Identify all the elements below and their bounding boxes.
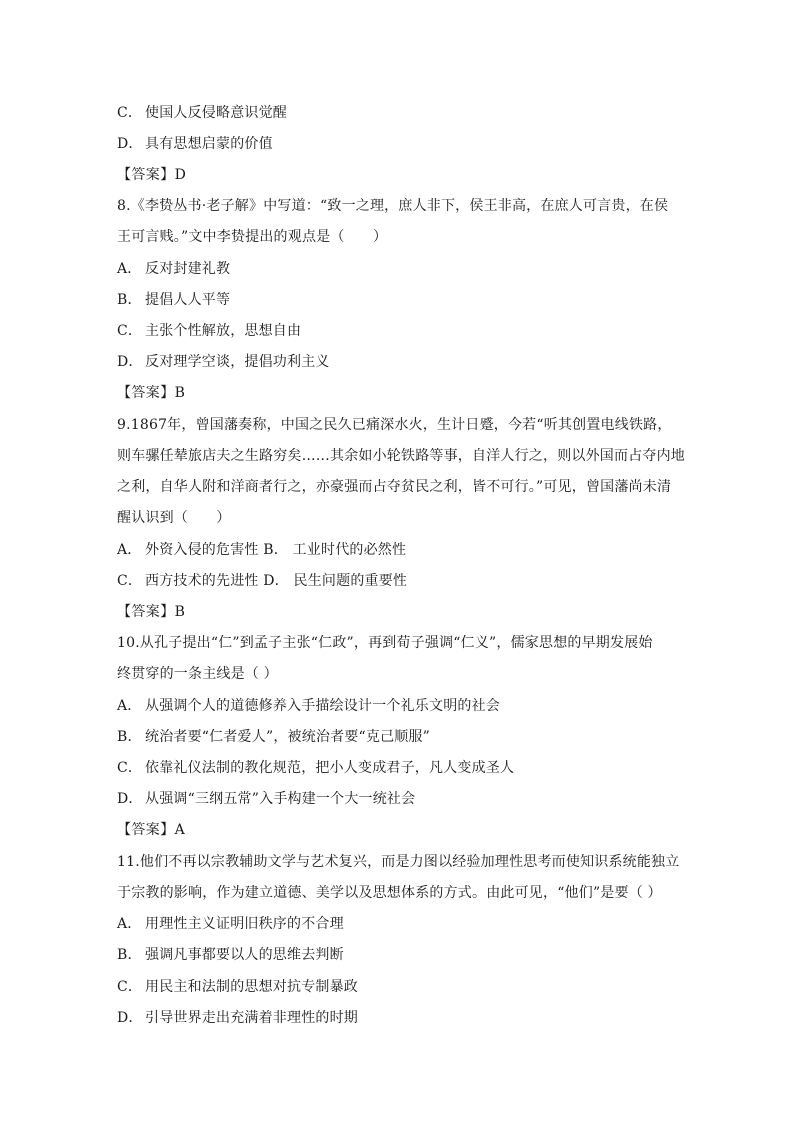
option-text: 从强调个人的道德修养入手描绘设计一个礼乐文明的社会	[145, 698, 500, 714]
question-text-line: 11.他们不再以宗教辅助文学与艺术复兴，而是力图以经验加理性思考而使知识系统能独立	[117, 854, 680, 870]
option-text: 从强调“三纲五常”入手构建一个大一统社会	[145, 791, 416, 807]
option-line	[117, 946, 344, 964]
option-line	[117, 291, 230, 309]
question-text-line: 之利，自华人附和洋商者行之，亦豪强而占夺贫民之利，皆不可行。”可见，曾国藩尚未清	[117, 479, 672, 495]
option-letter: A．	[117, 698, 142, 714]
option-letter: D．	[117, 1010, 143, 1026]
question-text-line: 8.《李贽丛书·老子解》中写道：“致一之理，庶人非下，侯王非高，在庶人可言贵，在侯	[117, 198, 669, 214]
answer-line: 【答案】D	[117, 167, 187, 183]
option-line	[117, 728, 430, 746]
option-letter: C．	[117, 573, 143, 589]
option-letter: D．	[117, 791, 143, 807]
option-line	[117, 353, 330, 371]
option-text: 用民主和法制的思想对抗专制暴政	[145, 979, 358, 995]
answer-line: 【答案】B	[117, 385, 186, 401]
answer-line: 【答案】A	[117, 822, 186, 838]
option-line	[117, 541, 406, 559]
option-text: 用理性主义证明旧秩序的不合理	[145, 916, 344, 932]
answer-line: 【答案】B	[117, 604, 186, 620]
question-text-line: 醒认识到（ ）	[117, 510, 231, 526]
option-letter: A．	[117, 261, 142, 277]
option-text: 反对封建礼教	[145, 261, 231, 277]
option-text: 西方技术的先进性 D． 民生问题的重要性	[145, 573, 408, 589]
option-letter: D．	[117, 136, 143, 152]
option-text: 统治者要“仁者爱人”，被统治者要“克己顺服”	[145, 729, 431, 745]
option-text: 引导世界走出充满着非理性的时期	[145, 1010, 358, 1026]
option-text: 具有思想启蒙的价值	[145, 136, 273, 152]
option-line	[117, 915, 344, 933]
option-text: 使国人反侵略意识觉醒	[145, 105, 287, 121]
option-line	[117, 697, 500, 715]
option-text: 提倡人人平等	[145, 292, 231, 308]
option-letter: C．	[117, 105, 143, 121]
option-line	[117, 260, 230, 278]
option-line	[117, 322, 301, 340]
question-text-line: 9.1867年，曾国藩奏称，中国之民久已痛深水火，生计日蹙，今若“听其创置电线铁路，	[117, 417, 672, 433]
question-text-line: 王可言贱。”文中李贽提出的观点是（ ）	[117, 229, 388, 245]
option-line	[117, 759, 514, 777]
option-letter: C．	[117, 979, 143, 995]
question-text-line: 则车骡任辇旅店夫之生路穷矣……其余如小轮铁路等事，自洋人行之，则以外国而占夺内地	[117, 448, 685, 464]
option-letter: B．	[117, 729, 142, 745]
option-line	[117, 104, 287, 122]
option-line	[117, 790, 415, 808]
option-line	[117, 572, 407, 590]
option-line	[117, 1009, 358, 1027]
option-letter: C．	[117, 323, 143, 339]
option-letter: A．	[117, 542, 142, 558]
option-letter: B．	[117, 947, 142, 963]
option-text: 外资入侵的危害性 B． 工业时代的必然性	[145, 542, 407, 558]
option-line	[117, 135, 273, 153]
option-text: 依靠礼仪法制的教化规范，把小人变成君子，凡人变成圣人	[145, 760, 515, 776]
option-letter: C．	[117, 760, 143, 776]
option-letter: A．	[117, 916, 142, 932]
option-letter: D．	[117, 354, 143, 370]
option-text: 主张个性解放，思想自由	[145, 323, 302, 339]
question-text-line: 于宗教的影响，作为建立道德、美学以及思想体系的方式。由此可见，“他们”是要（ ）	[117, 885, 662, 901]
option-line	[117, 978, 358, 996]
option-letter: B．	[117, 292, 142, 308]
option-text: 反对理学空谈，提倡功利主义	[145, 354, 330, 370]
question-text-line: 10.从孔子提出“仁”到孟子主张“仁政”，再到荀子强调“仁义”，儒家思想的早期发展始	[117, 635, 653, 651]
question-text-line: 终贯穿的一条主线是（ ）	[117, 666, 278, 682]
option-text: 强调凡事都要以人的思维去判断	[145, 947, 344, 963]
